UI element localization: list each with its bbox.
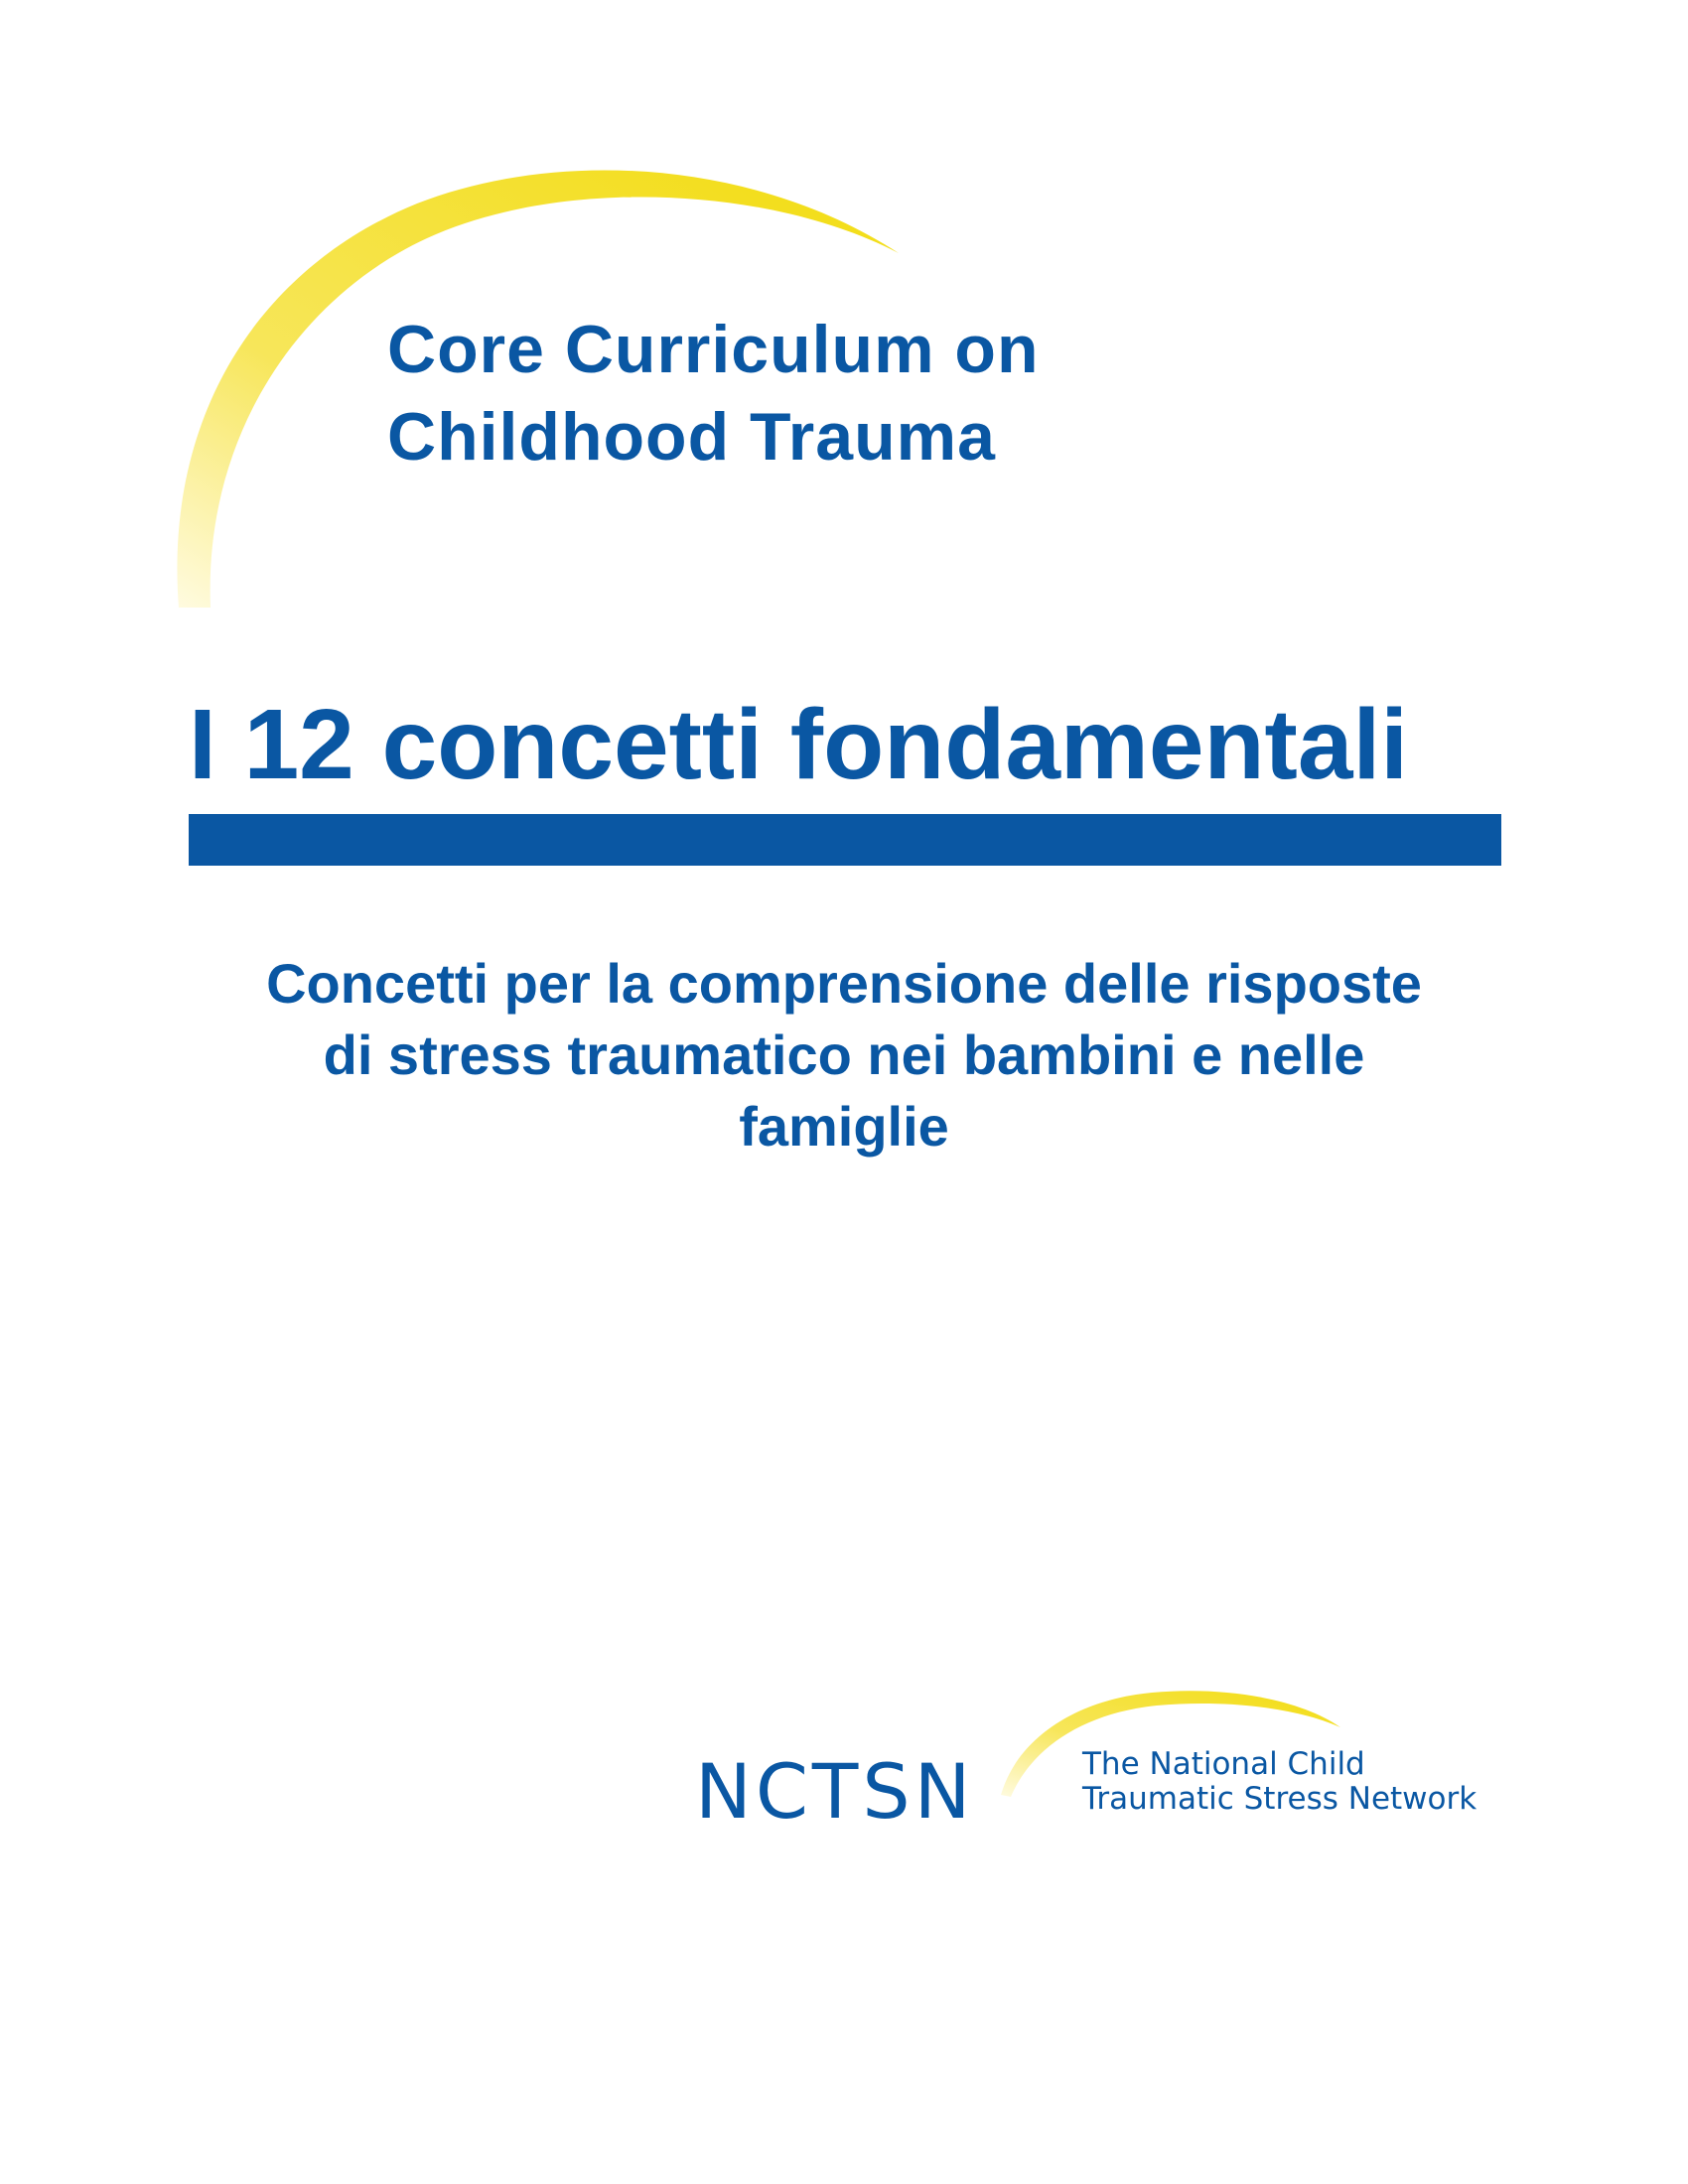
series-title-line-1: Core Curriculum on [387, 312, 1040, 387]
page-subtitle [149, 948, 1539, 1162]
series-title-line-2: Childhood Trauma [387, 399, 996, 475]
logo-organization-name [1082, 1747, 1477, 1817]
page-title: I 12 concetti fondamentali [189, 689, 1409, 800]
nctsn-logo [685, 1668, 1479, 1866]
logo-acronym: NCTSN [695, 1747, 975, 1836]
logo-name-line-2: Traumatic Stress Network [1082, 1781, 1477, 1817]
title-underline-bar [189, 814, 1501, 866]
subtitle-line-2: di stress traumatico nei bambini e nelle [323, 1024, 1365, 1086]
subtitle-line-3: famiglie [739, 1095, 949, 1158]
series-title [387, 306, 1040, 480]
logo-name-line-1: The National Child [1082, 1746, 1365, 1782]
subtitle-line-1: Concetti per la comprensione delle risposte [266, 952, 1422, 1015]
